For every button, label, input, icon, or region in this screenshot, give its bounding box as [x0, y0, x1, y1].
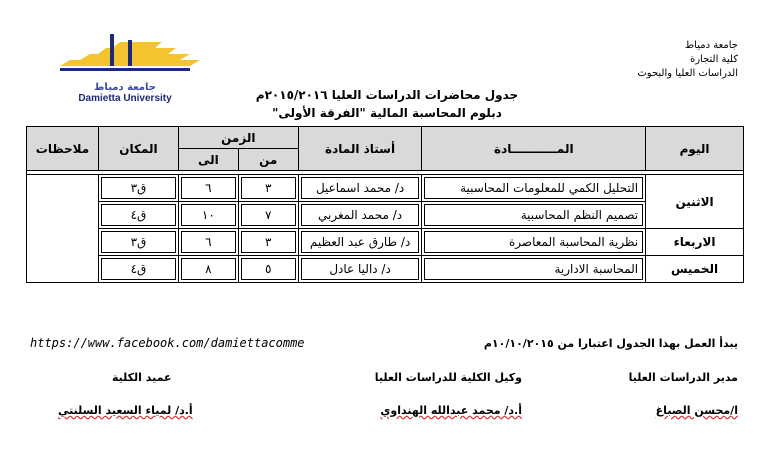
cell-location: ق٤: [101, 258, 176, 280]
cell-location: ق٣: [101, 231, 176, 253]
signature-name-grad-director: ا/محسن الصباغ: [655, 404, 738, 417]
header-location: المكان: [99, 127, 179, 171]
schedule-title: جدول محاضرات الدراسات العليا ٢٠١٥/٢٠١٦م: [255, 88, 519, 102]
logo-english-text: Damietta University: [78, 93, 172, 104]
cell-to: ٦: [181, 231, 236, 253]
header-from: من: [238, 149, 298, 171]
cell-from: ٣: [241, 177, 296, 199]
start-date-note: يبدأ العمل بهذا الجدول اعتبارا من ١٠/١٠/٢٠١٥م: [483, 337, 738, 350]
header-subject: المـــــــــــادة: [422, 127, 646, 171]
cell-subject: المحاسبة الادارية: [424, 258, 643, 280]
cell-professor: د/ محمد اسماعيل: [301, 177, 420, 199]
cell-to: ٦: [181, 177, 236, 199]
institution-university: جامعة دمياط: [684, 40, 738, 51]
institution-faculty: كلية التجارة: [689, 54, 738, 65]
cell-subject: نظرية المحاسبة المعاصرة: [424, 231, 643, 253]
cell-from: ٧: [241, 204, 296, 226]
cell-day: الاثنين: [646, 175, 744, 229]
table-row: [27, 229, 744, 256]
table-row: [27, 175, 744, 202]
cell-location: ق٣: [101, 177, 176, 199]
signature-role-vice-dean: وكيل الكلية للدراسات العليا: [374, 371, 522, 384]
facebook-link[interactable]: https://www.facebook.com/damiettacomme: [30, 336, 305, 350]
schedule-table: [26, 126, 744, 283]
signature-role-dean: عميد الكلية: [112, 371, 172, 384]
cell-day: الاربعاء: [646, 229, 744, 256]
signature-name-dean: أ.د/ لمياء السعيد السلنتي: [58, 404, 193, 417]
schedule-subtitle: دبلوم المحاسبة المالية "الفرقة الأولى": [272, 106, 502, 120]
cell-subject: التحليل الكمي للمعلومات المحاسبية: [424, 177, 643, 199]
header-time: الزمن: [178, 127, 298, 149]
cell-notes: [27, 175, 99, 283]
logo-emblem-icon: [50, 30, 200, 82]
header-day: اليوم: [646, 127, 744, 171]
header-professor: أستاذ المادة: [298, 127, 422, 171]
cell-professor: د/ طارق عبد العظيم: [301, 231, 420, 253]
table-row: [27, 202, 744, 229]
cell-from: ٣: [241, 231, 296, 253]
signature-name-vice-dean: أ.د/ محمد عبدالله الهنداوي: [380, 404, 522, 417]
header-notes: ملاحظات: [27, 127, 99, 171]
institution-department: الدراسات العليا والبحوث: [637, 68, 738, 79]
header-to: الى: [178, 149, 238, 171]
cell-professor: د/ داليا عادل: [301, 258, 420, 280]
cell-to: ١٠: [181, 204, 236, 226]
cell-from: ٥: [241, 258, 296, 280]
cell-day: الخميس: [646, 256, 744, 283]
logo-arabic-text: جامعة دمياط: [94, 82, 156, 93]
cell-to: ٨: [181, 258, 236, 280]
cell-professor: د/ محمد المغربي: [301, 204, 420, 226]
table-row: [27, 256, 744, 283]
signature-role-grad-director: مدير الدراسات العليا: [628, 371, 738, 384]
cell-location: ق٤: [101, 204, 176, 226]
university-logo: [50, 30, 200, 104]
cell-subject: تصميم النظم المحاسبية: [424, 204, 643, 226]
